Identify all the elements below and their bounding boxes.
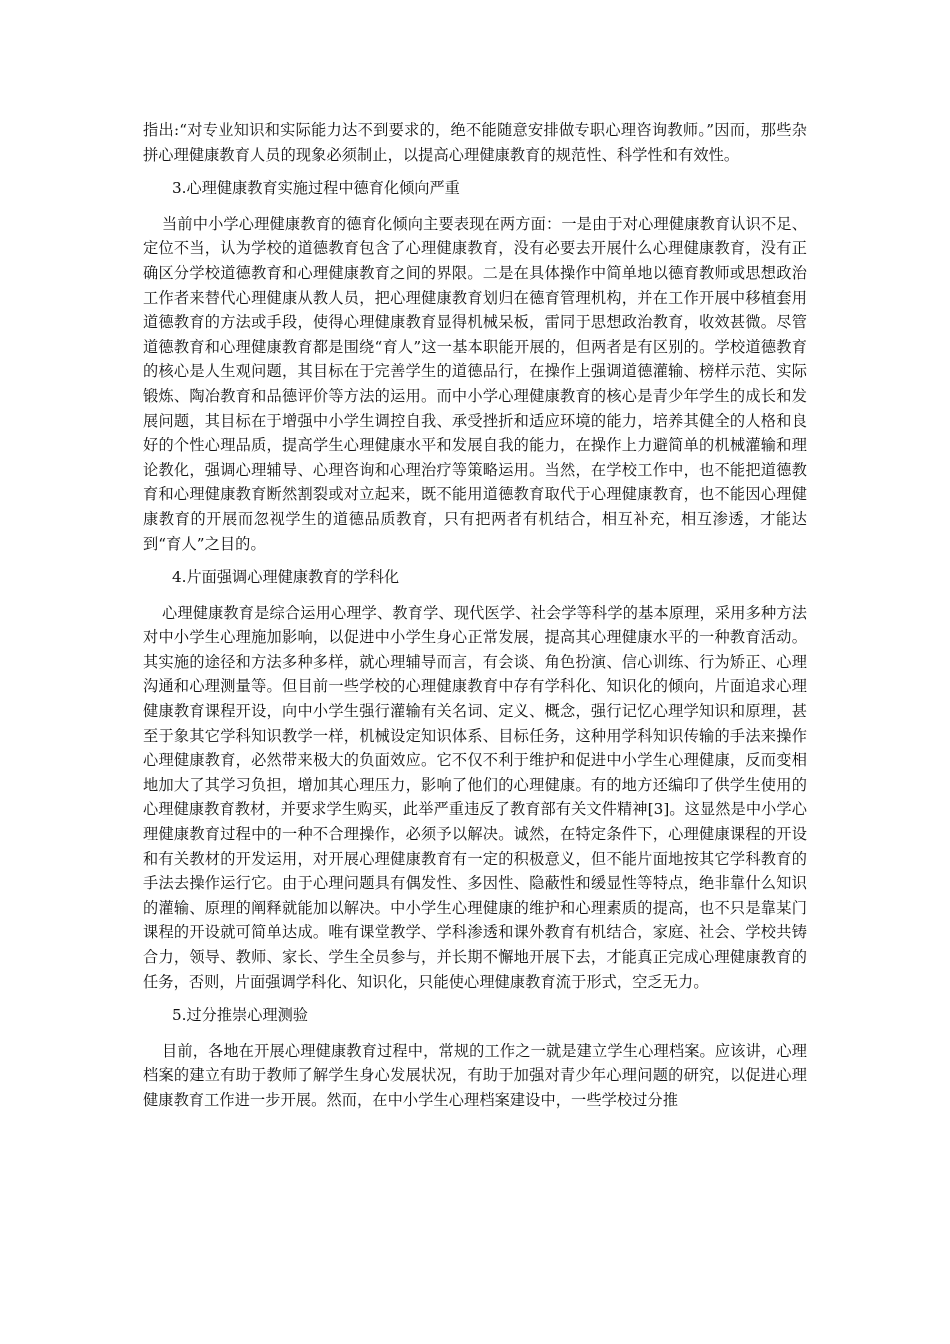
paragraph-continuation: 指出:“对专业知识和实际能力达不到要求的，绝不能随意安排做专职心理咨询教师。”因而，那些杂拼心理健康教育人员的现象必须制止，以提高心理健康教育的规范性、科学性和有效性。 — [143, 121, 807, 164]
section-heading-4: 4.片面强调心理健康教育的学科化 — [172, 568, 400, 587]
document-page — [143, 118, 807, 1113]
paragraph-moralization: 当前中小学心理健康教育的德育化倾向主要表现在两方面：一是由于对心理健康教育认识不足、定位不当，认为学校的道德教育包含了心理健康教育，没有必要去开展什么心理健康教育，没有正确区分学校道德教育和心理健康教育之间的界限。二是在具体操作中简单地以德育教师或思想政治工作者来替代心理健康从教人员，把心理健康教育划归在德育管理机构，并在工作开展中移植套用道德教育的方法或手段，使得心理健康教育显得机械呆板，雷同于思想政治教育，收效甚微。尽管道德教育和心理健康教育都是围绕“育人”这一基本职能开展的，但两者是有区别的。学校道德教育的核心是人生观问题，其目标在于完善学生的道德品行，在操作上强调道德灌输、榜样示范、实际锻炼、陶冶教育和品德评价等方法的运用。而中小学心理健康教育的核心是青少年学生的成长和发展问题，其目标在于增强中小学生调控自我、承受挫折和适应环境的能力，培养其健全的人格和良好的个性心理品质，提高学生心理健康水平和发展自我的能力，在操作上力避简单的机械灌输和理论教化，强调心理辅导、心理咨询和心理治疗等策略运用。当然，在学校工作中，也不能把道德教育和心理健康教育断然割裂或对立起来，既不能用道德教育取代于心理健康教育，也不能因心理健康教育的开展而忽视学生的道德品质教育，只有把两者有机结合，相互补充，相互渗透，才能达到“育人”之目的。 — [143, 214, 807, 553]
paragraph-psych-testing: 目前，各地在开展心理健康教育过程中，常规的工作之一就是建立学生心理档案。应该讲，心理档案的建立有助于教师了解学生身心发展状况，有助于加强对青少年心理问题的研究，以促进心理健康教育工作进一步开展。然而，在中小学生心理档案建设中，一些学校过分推 — [143, 1041, 807, 1109]
section-heading-3: 3.心理健康教育实施过程中德育化倾向严重 — [172, 179, 460, 198]
paragraph-disciplinization: 心理健康教育是综合运用心理学、教育学、现代医学、社会学等科学的基本原理，采用多种方法对中小学生心理施加影响，以促进中小学生身心正常发展，提高其心理健康水平的一种教育活动。其实施的途径和方法多种多样，就心理辅导而言，有会谈、角色扮演、信心训练、行为矫正、心理沟通和心理测量等。但目前一些学校的心理健康教育中存有学科化、知识化的倾向，片面追求心理健康教育课程开设，向中小学生强行灌输有关名词、定义、概念，强行记忆心理学知识和原理，甚至于象其它学科知识教学一样，机械设定知识体系、目标任务，这种用学科知识传输的手法来操作心理健康教育，必然带来极大的负面效应。它不仅不利于维护和促进中小学生心理健康，反而变相地加大了其学习负担，增加其心理压力，影响了他们的心理健康。有的地方还编印了供学生使用的心理健康教育教材，并要求学生购买，此举严重违反了教育部有关文件精神[3]。这显然是中小学心理健康教育过程中的一种不合理操作，必须予以解决。诚然，在特定条件下，心理健康课程的开设和有关教材的开发运用，对开展心理健康教育有一定的积极意义，但不能片面地按其它学科教育的手法去操作运行它。由于心理问题具有偶发性、多因性、隐蔽性和缓显性等特点，绝非靠什么知识的灌输、原理的阐释就能加以解决。中小学生心理健康的维护和心理素质的提高，也不只是靠某门课程的开设就可简单达成。唯有课堂教学、学科渗透和课外教育有机结合，家庭、社会、学校共铸合力，领导、教师、家长、学生全员参与，并长期不懈地开展下去，才能真正完成心理健康教育的任务，否则，片面强调学科化、知识化，只能使心理健康教育流于形式，空乏无力。 — [143, 603, 807, 991]
section-heading-5: 5.过分推崇心理测验 — [172, 1006, 308, 1025]
